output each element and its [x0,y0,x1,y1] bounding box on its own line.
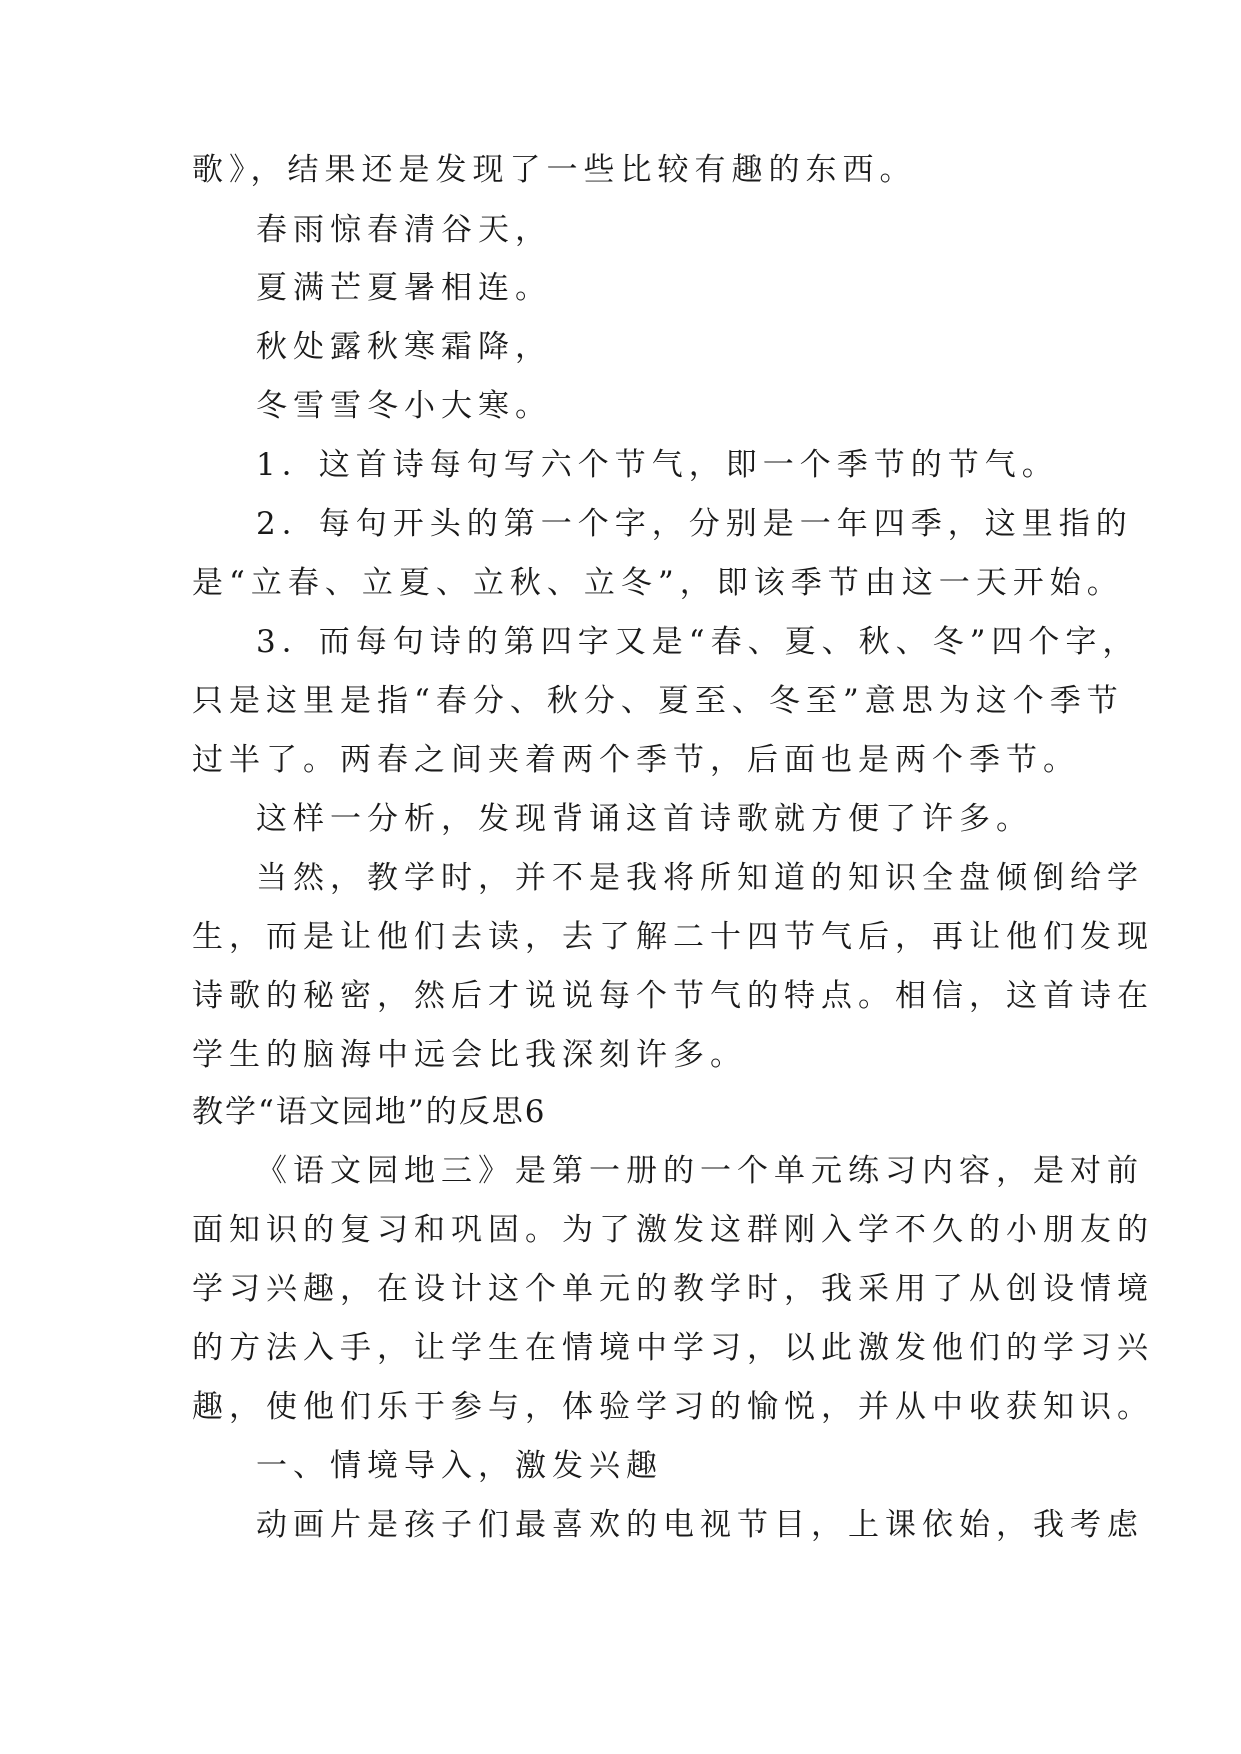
text-line: 1．这首诗每句写六个节气，即一个季节的节气。 [256,447,1059,483]
text-line: 学生的脑海中远会比我深刻许多。 [192,1037,747,1073]
text-line: 动画片是孩子们最喜欢的电视节目，上课依始，我考虑 [256,1507,1144,1543]
poem-line-4: 冬雪雪冬小大寒。 [256,388,552,424]
text-line: 是“立春、立夏、立秋、立冬”，即该季节由这一天开始。 [192,565,1124,601]
poem-line-2: 夏满芒夏暑相连。 [256,270,552,306]
text-line: 诗歌的秘密，然后才说说每个节气的特点。相信，这首诗在 [192,978,1154,1014]
poem-line-3: 秋处露秋寒霜降， [256,329,552,365]
text-line: 趣，使他们乐于参与，体验学习的愉悦，并从中收获知识。 [192,1389,1154,1425]
text-line: 这样一分析，发现背诵这首诗歌就方便了许多。 [256,801,1033,837]
text-line: 只是这里是指“春分、秋分、夏至、冬至”意思为这个季节 [192,683,1124,719]
text-line: 学习兴趣，在设计这个单元的教学时，我采用了从创设情境 [192,1271,1154,1307]
section-heading: 教学“语文园地”的反思6 [192,1094,547,1130]
text-line: 当然，教学时，并不是我将所知道的知识全盘倾倒给学 [256,860,1144,896]
text-line: 歌》，结果还是发现了一些比较有趣的东西。 [192,152,917,188]
text-line: 生，而是让他们去读，去了解二十四节气后，再让他们发现 [192,919,1154,955]
subsection-heading: 一、情境导入，激发兴趣 [256,1448,663,1484]
text-line: 的方法入手，让学生在情境中学习，以此激发他们的学习兴 [192,1330,1154,1366]
text-line: 《语文园地三》是第一册的一个单元练习内容，是对前 [256,1153,1144,1189]
text-line: 过半了。两春之间夹着两个季节，后面也是两个季节。 [192,742,1080,778]
poem-line-1: 春雨惊春清谷天， [256,212,552,248]
text-line: 3．而每句诗的第四字又是“春、夏、秋、冬”四个字， [256,624,1140,660]
text-line: 2．每句开头的第一个字，分别是一年四季，这里指的 [256,506,1133,542]
text-line: 面知识的复习和巩固。为了激发这群刚入学不久的小朋友的 [192,1212,1154,1248]
